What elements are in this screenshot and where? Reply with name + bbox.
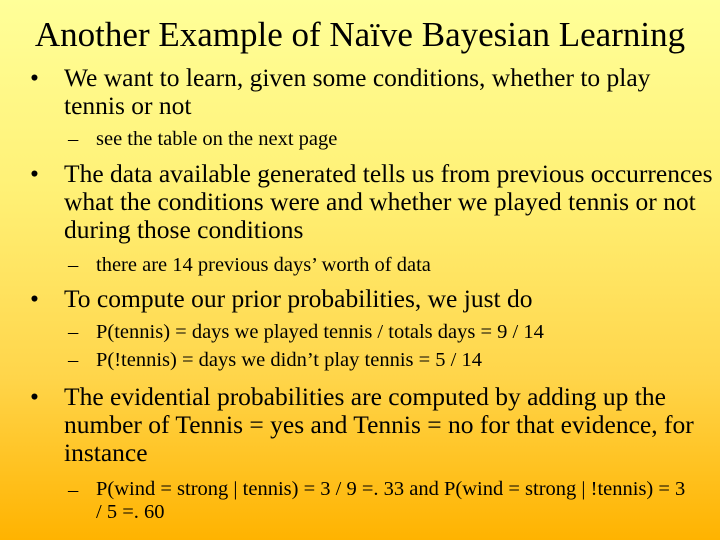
bullet-marker: •	[30, 159, 39, 188]
dash-marker: –	[68, 128, 79, 150]
dash-marker: –	[68, 479, 79, 501]
bullet-3-sub-1-text: P(tennis) = days we played tennis / totals days = 9 / 14	[96, 321, 544, 343]
bullet-marker: •	[30, 382, 39, 411]
slide-title: Another Example of Naïve Bayesian Learning	[34, 15, 686, 54]
bullet-marker: •	[30, 284, 39, 313]
bullet-1-text: We want to learn, given some conditions, whether to play tennis or not	[64, 63, 651, 120]
bullet-4-sub-1-text: P(wind = strong | tennis) = 3 / 9 =. 33 and P(wind = strong | !tennis) = 3 / 5 =. 60	[96, 478, 686, 523]
bullet-2-text: The data available generated tells us from previous occurrences what the conditions were and whether we played tennis or not during those conditions	[64, 159, 713, 244]
dash-marker: –	[68, 321, 79, 343]
bullet-2-sub-1-text: there are 14 previous days’ worth of data	[96, 254, 431, 276]
dash-marker: –	[68, 254, 79, 276]
bullet-3-sub-2-text: P(!tennis) = days we didn’t play tennis = 5 / 14	[96, 349, 483, 371]
bullet-3-text: To compute our prior probabilities, we just do	[64, 284, 533, 313]
bullet-marker: •	[30, 63, 39, 92]
bullet-1-sub-1-text: see the table on the next page	[96, 128, 338, 150]
bullet-4-text: The evidential probabilities are computed by adding up the number of Tennis = yes and Tennis = no for that evidence, for instance	[64, 382, 694, 467]
dash-marker: –	[68, 349, 79, 371]
